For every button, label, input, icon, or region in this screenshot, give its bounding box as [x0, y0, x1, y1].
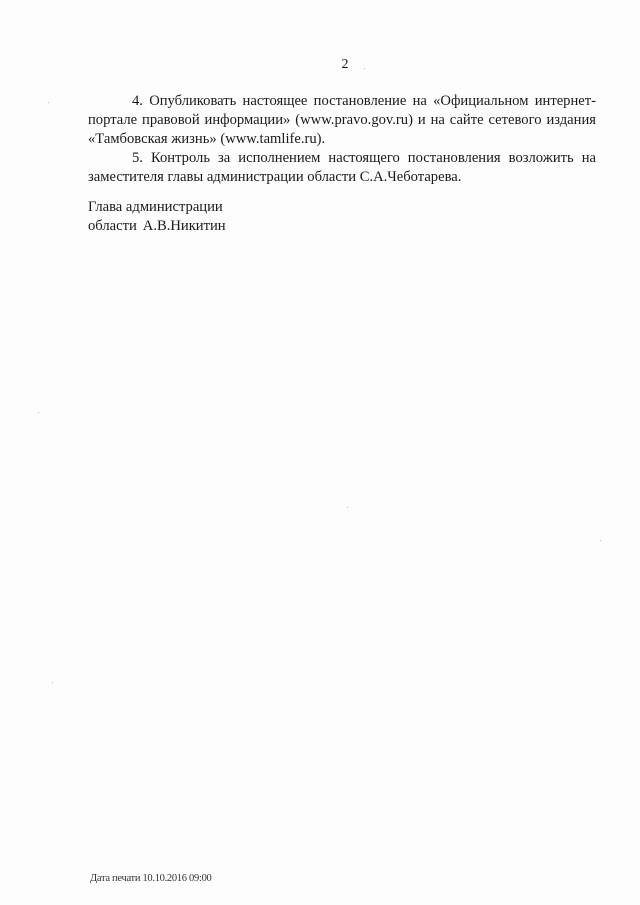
scan-speck: [364, 68, 365, 69]
signature-line: [88, 217, 226, 236]
signature-title: Глава администрации: [88, 199, 223, 215]
scan-speck: [347, 507, 348, 508]
scan-speck: [48, 102, 49, 103]
print-date: Дата печати 10.10.2016 09:00: [90, 873, 212, 884]
page-number: 2: [341, 57, 349, 72]
scan-speck: [52, 682, 53, 683]
scan-speck: [600, 540, 601, 541]
paragraph-control: 5. Контроль за исполнением настоящего постановления возложить на заместителя главы администрации области С.А.Чеботарева.: [88, 150, 596, 185]
signatory-name: А.В.Никитин: [142, 218, 226, 234]
paragraph-publish: 4. Опубликовать настоящее постановление на «Официальном интернет-портале правовой информации» (www.pravo.gov.ru) и на сайте сетевого издания «Тамбовская жизнь» (www.tamlife.ru).: [88, 93, 596, 147]
signature-block: [88, 198, 226, 236]
scan-speck: [38, 412, 39, 413]
document-body: [88, 92, 596, 187]
signature-region: области: [88, 218, 137, 234]
